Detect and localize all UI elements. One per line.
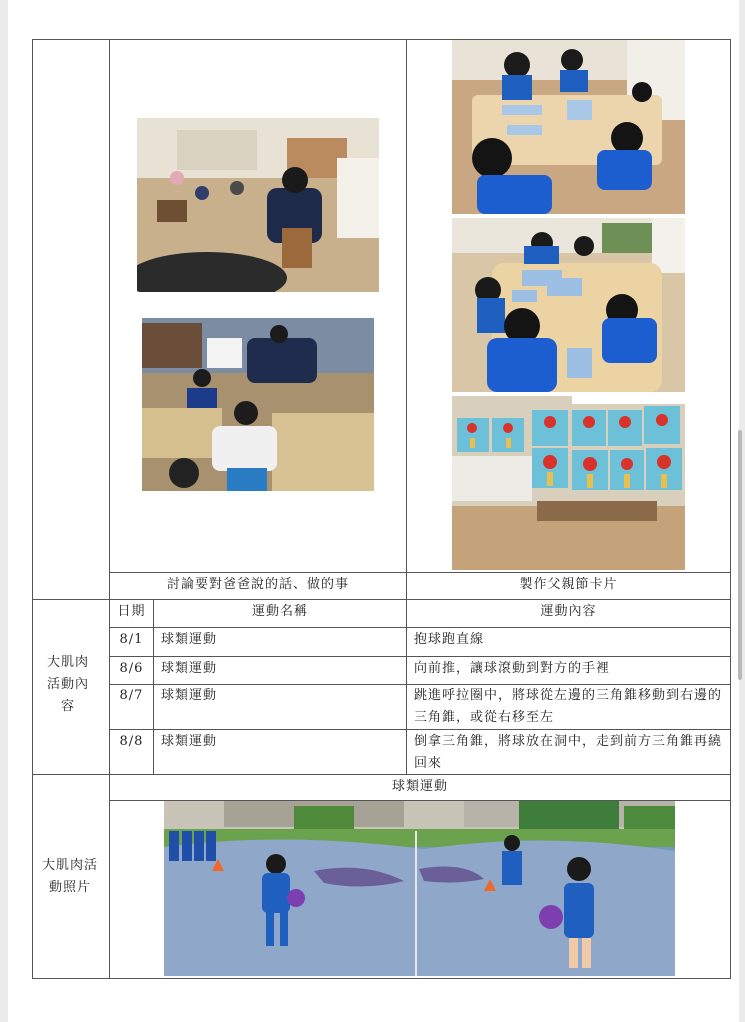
header-bottom-line xyxy=(109,627,731,628)
row-2-content: 向前推，讓球滾動到對方的手裡 xyxy=(414,661,611,676)
row-3-content: 跳進呼拉圈中，將球從左邊的三角錐移動到右邊的三角錐，或從右移至左 xyxy=(414,688,723,725)
card-making-photo-1 xyxy=(452,40,685,214)
classroom-discussion-photo-1 xyxy=(137,118,379,292)
row-4-name: 球類運動 xyxy=(161,734,218,749)
classroom-discussion-photo-2 xyxy=(142,318,374,491)
middle-divider-top xyxy=(406,39,407,599)
row-3-date: 8/7 xyxy=(119,688,144,703)
row3-bottom-line xyxy=(109,729,731,730)
header-content: 運動內容 xyxy=(540,604,597,619)
photo-section-title: 球類運動 xyxy=(391,779,448,794)
middle-divider-rows xyxy=(406,599,407,774)
row-1-content: 抱球跑直線 xyxy=(414,632,485,647)
row-2-date: 8/6 xyxy=(119,661,144,676)
photo-section-label: 大肌肉活動照片 xyxy=(41,858,98,895)
row-4-content: 倒拿三角錐，將球放在洞中，走到前方三角錐再繞回來 xyxy=(414,734,723,771)
date-column-divider xyxy=(153,599,154,774)
caption-bottom-line xyxy=(32,599,731,600)
left-photo-caption: 討論要對爸爸說的話、做的事 xyxy=(166,577,349,592)
row-4-date: 8/8 xyxy=(119,734,144,749)
fathers-day-cards-photo xyxy=(452,396,685,570)
label-column-divider xyxy=(109,39,110,979)
motor-section-label: 大肌肉活動內容 xyxy=(46,655,89,714)
card-making-photo-2 xyxy=(452,218,685,392)
scrollbar[interactable] xyxy=(738,430,742,680)
header-name: 運動名稱 xyxy=(251,604,308,619)
row-1-date: 8/1 xyxy=(119,632,144,647)
row1-bottom-line xyxy=(109,656,731,657)
caption-top-line xyxy=(109,572,731,573)
header-date: 日期 xyxy=(117,604,146,619)
ball-game-photo xyxy=(164,801,675,976)
row-3-name: 球類運動 xyxy=(161,688,218,703)
row-2-name: 球類運動 xyxy=(161,661,218,676)
document-page xyxy=(8,0,739,1022)
row-1-name: 球類運動 xyxy=(161,632,218,647)
right-photo-caption: 製作父親節卡片 xyxy=(519,577,618,592)
